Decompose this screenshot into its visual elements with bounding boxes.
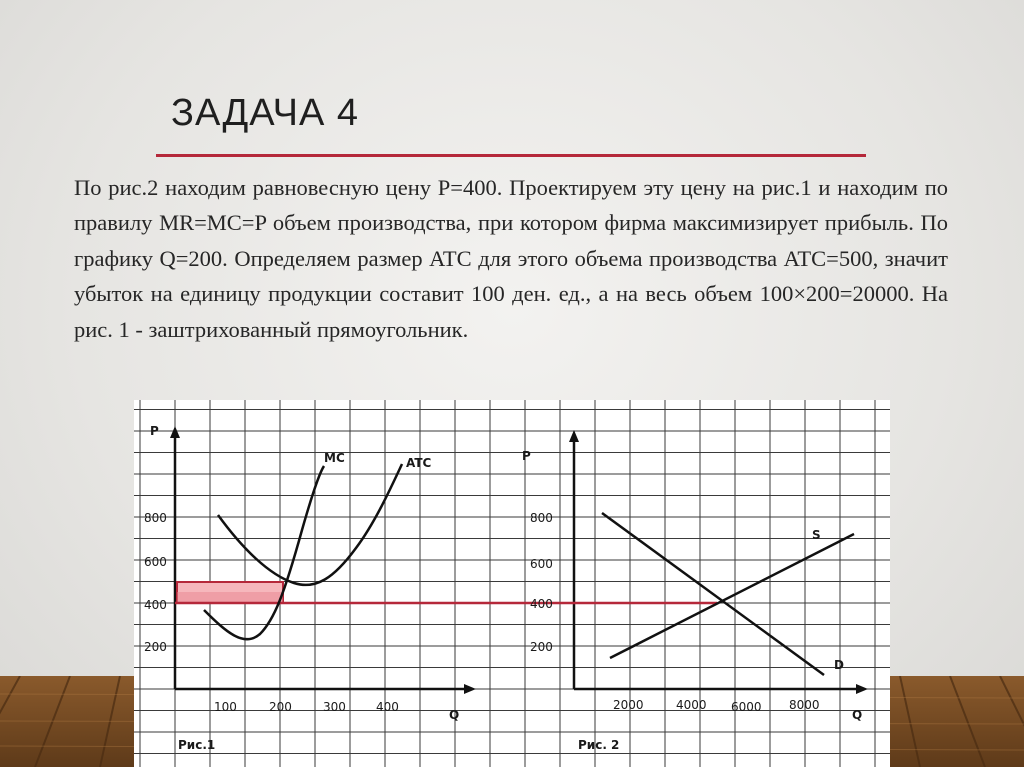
figure-canvas — [134, 400, 890, 767]
fig2-x-tick: 6000 — [731, 700, 762, 714]
atc-curve — [218, 464, 402, 585]
atc-label: ATC — [406, 456, 432, 470]
fig2-caption: Рис. 2 — [578, 738, 620, 752]
fig1-x-axis-label: Q — [449, 708, 460, 722]
fig1-caption: Рис.1 — [178, 738, 216, 752]
fig2-x-arrow — [856, 684, 868, 694]
fig2-x-tick: 8000 — [789, 698, 820, 712]
fig2-y-tick: 200 — [530, 640, 553, 654]
fig1-y-axis-label: P — [150, 424, 159, 438]
fig2-y-tick: 400 — [530, 597, 553, 611]
mc-label: MC — [324, 451, 345, 465]
fig2-y-axis-label: P — [522, 449, 531, 463]
fig1-x-tick: 300 — [323, 700, 346, 714]
fig1-x-tick: 400 — [376, 700, 399, 714]
mc-curve — [204, 466, 324, 639]
fig2-x-axis-label: Q — [852, 708, 863, 722]
supply-label: S — [812, 528, 821, 542]
fig1-y-tick: 400 — [144, 598, 167, 612]
fig1-y-tick: 600 — [144, 555, 167, 569]
figure-panel — [134, 400, 890, 767]
title-underline — [156, 154, 866, 157]
fig2-x-tick: 4000 — [676, 698, 707, 712]
fig2-y-tick: 600 — [530, 557, 553, 571]
supply-curve — [610, 534, 854, 658]
fig1-y-tick: 800 — [144, 511, 167, 525]
fig1-x-tick: 200 — [269, 700, 292, 714]
loss-rectangle-shade — [177, 592, 283, 603]
fig2-x-tick: 2000 — [613, 698, 644, 712]
slide-title: ЗАДАЧА 4 — [171, 92, 360, 134]
fig1-x-tick: 100 — [214, 700, 237, 714]
fig1-y-arrow — [170, 426, 180, 438]
solution-text: По рис.2 находим равновесную цену P=400. Проектируем эту цену на рис.1 и находим по правилу MR=MC=P объем производства, при котором фирма максимизирует прибыль. По графику Q=200. Определяем размер ATC для этого объема производства ATC=500, значит убыток на единицу продукции составит 100 ден. ед., а на весь объем 100×200=20000. На рис. 1 - заштрихованный прямоугольник. — [74, 175, 948, 342]
fig2-y-tick: 800 — [530, 511, 553, 525]
fig1-x-arrow — [464, 684, 476, 694]
demand-label: D — [834, 658, 844, 672]
fig2-y-arrow — [569, 430, 579, 442]
demand-curve — [602, 513, 824, 675]
fig1-y-tick: 200 — [144, 640, 167, 654]
